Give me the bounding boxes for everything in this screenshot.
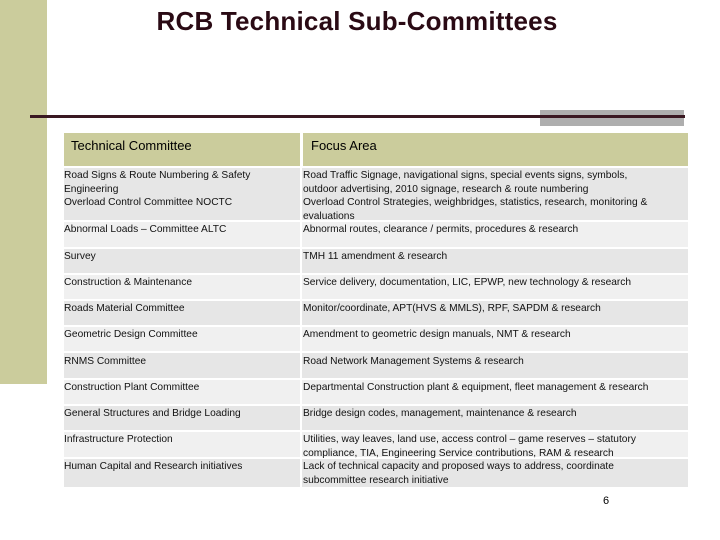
- committee-cell: RNMS Committee: [64, 356, 147, 367]
- page-number: 6: [603, 495, 610, 507]
- committee-cell: Construction Plant Committee: [64, 382, 200, 393]
- focus-cell: Lack of technical capacity and proposed ways to address, coordinate subcommittee research initiative: [303, 461, 614, 486]
- column-separator: [300, 166, 302, 487]
- focus-cell: Abnormal routes, clearance / permits, procedures & research: [303, 224, 579, 235]
- header-focus-area: Focus Area: [311, 138, 377, 153]
- focus-cell: Service delivery, documentation, LIC, EPWP, new technology & research: [303, 277, 632, 288]
- title-divider: [30, 115, 685, 118]
- focus-cell: Utilities, way leaves, land use, access control – game reserves – statutory compliance, TIA, Engineering Service contributions, RAM & research: [303, 434, 636, 459]
- focus-cell: Road Network Management Systems & research: [303, 356, 524, 367]
- focus-cell: TMH 11 amendment & research: [303, 251, 448, 262]
- left-accent-band: [0, 0, 47, 384]
- rule-cap: [665, 116, 685, 117]
- committee-cell: Construction & Maintenance: [64, 277, 192, 288]
- focus-cell: Departmental Construction plant & equipment, fleet management & research: [303, 382, 649, 393]
- committee-cell: Geometric Design Committee: [64, 329, 198, 340]
- page-title: [0, 6, 720, 37]
- committee-cell: Road Signs & Route Numbering & Safety Engineering Overload Control Committee NOCTC: [64, 170, 251, 209]
- header-committee: Technical Committee: [71, 138, 192, 153]
- committee-cell: Human Capital and Research initiatives: [64, 461, 243, 472]
- focus-cell: Monitor/coordinate, APT(HVS & MMLS), RPF, SAPDM & research: [303, 303, 601, 314]
- page-title-text: RCB Technical Sub-Committees: [156, 6, 558, 36]
- focus-cell: Amendment to geometric design manuals, NMT & research: [303, 329, 571, 340]
- committee-cell: Roads Material Committee: [64, 303, 185, 314]
- header-separator: [300, 133, 303, 166]
- focus-cell: Bridge design codes, management, maintenance & research: [303, 408, 577, 419]
- rule-accent-block: [540, 110, 684, 126]
- committee-cell: Survey: [64, 251, 96, 262]
- committee-cell: General Structures and Bridge Loading: [64, 408, 241, 419]
- committee-cell: Infrastructure Protection: [64, 434, 173, 445]
- committee-cell: Abnormal Loads – Committee ALTC: [64, 224, 227, 235]
- focus-cell: Road Traffic Signage, navigational signs, special events signs, symbols, outdoor advertising, 2010 signage, research & route numbering Overload Control Strategies, weighbridges, statistics, research, monitoring & evaluations: [303, 170, 648, 222]
